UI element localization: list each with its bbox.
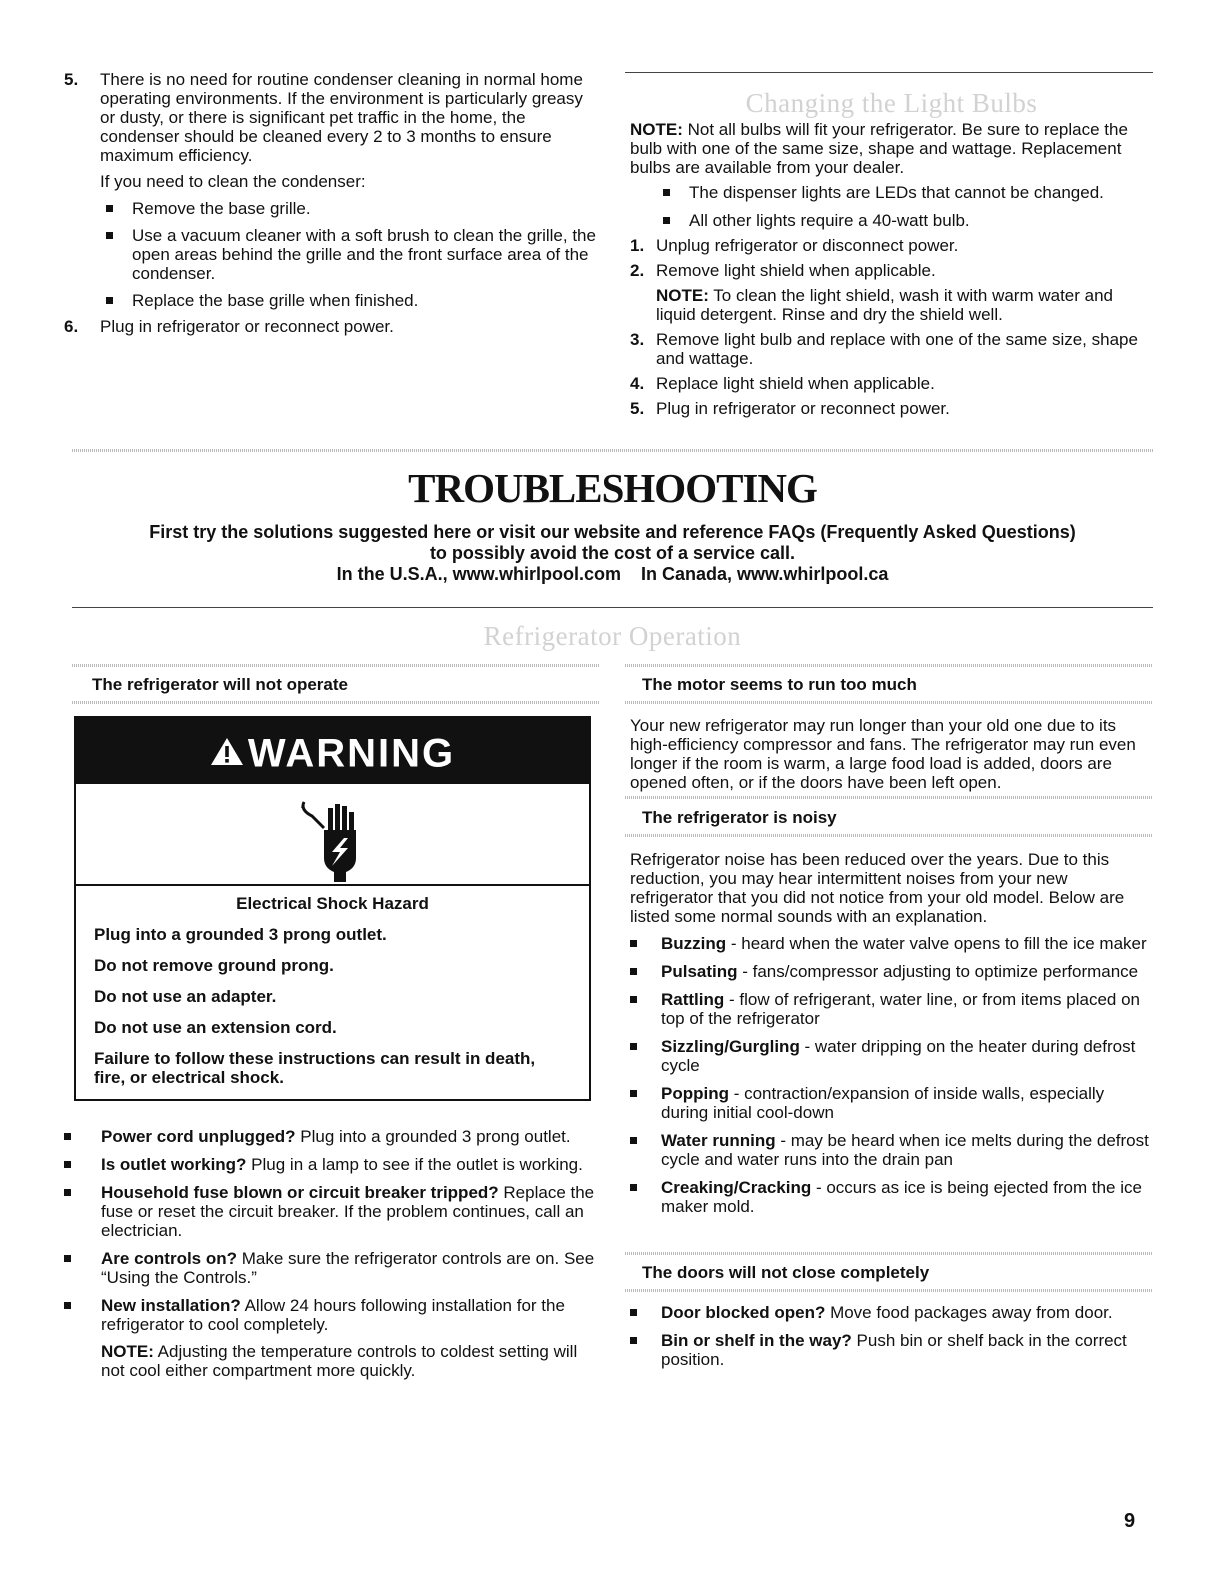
sound-desc: - fans/compressor adjusting to optimize performance (737, 962, 1139, 981)
sound-desc: - contraction/expansion of inside walls, especially during initial cool-down (661, 1084, 1105, 1122)
list-item-text (661, 1084, 1153, 1122)
question: Household fuse blown or circuit breaker tripped? (101, 1183, 499, 1202)
sound-name: Creaking/Cracking (661, 1178, 812, 1197)
doors-list (630, 1303, 1153, 1369)
sound-desc: - heard when the water valve opens to fill the ice maker (726, 934, 1147, 953)
divider (72, 701, 599, 704)
list-item-text (661, 1331, 1153, 1369)
step-number: 5. (64, 70, 79, 89)
question: Door blocked open? (661, 1303, 826, 1322)
sound-name: Pulsating (661, 962, 738, 981)
divider (625, 834, 1153, 837)
page-title: TROUBLESHOOTING (408, 465, 817, 511)
section-heading: Changing the Light Bulbs (745, 88, 1038, 118)
list-item-text: The dispenser lights are LEDs that cannot be changed. (689, 183, 1104, 202)
step-number: 1. (630, 236, 645, 255)
note-paragraph (64, 1342, 599, 1380)
intro-block (60, 522, 1165, 585)
note-label: NOTE: (630, 120, 683, 139)
section-rule (625, 72, 1153, 73)
warning-line: Failure to follow these instructions can result in death, fire, or electrical shock. (94, 1049, 536, 1087)
intro-line: First try the solutions suggested here or visit our website and reference FAQs (Frequently Asked Questions) (149, 522, 1076, 542)
question: Is outlet working? (101, 1155, 247, 1174)
section-heading: Refrigerator Operation (483, 621, 742, 651)
note-text: To clean the light shield, wash it with warm water and liquid detergent. Rinse and dry the shield well. (656, 286, 1113, 324)
list-item-text (661, 1303, 1153, 1322)
warning-box (74, 716, 591, 1101)
list-item (630, 962, 1153, 981)
note-label: NOTE: (101, 1342, 154, 1361)
intro-text: If you need to clean the condenser: (100, 172, 366, 191)
not-operate-list (64, 1127, 599, 1380)
warning-bar (76, 718, 589, 784)
hazard-title: Electrical Shock Hazard (236, 894, 429, 913)
list-item (630, 1303, 1153, 1322)
answer: Replace the fuse or reset the circuit breaker. If the problem continues, call an electrician. (101, 1183, 595, 1240)
answer: Push bin or shelf back in the correct position. (661, 1331, 1127, 1369)
list-item (630, 1131, 1153, 1169)
question: Bin or shelf in the way? (661, 1331, 852, 1350)
warning-line: Do not use an adapter. (94, 987, 277, 1006)
step-number: 6. (64, 317, 79, 336)
motor-text: Your new refrigerator may run longer than your old one due to its high-efficiency compressor and fans. The refrigerator may run even longer if the room is warm, a large food load is added, doors are opened often, or if the doors have been left open. (630, 716, 1136, 792)
step-text: Plug in refrigerator or reconnect power. (100, 317, 394, 336)
sound-desc: - flow of refrigerant, water line, or from items placed on top of the refrigerator (661, 990, 1141, 1028)
question: Are controls on? (101, 1249, 238, 1268)
list-item-text (101, 1183, 599, 1240)
answer: Plug into a grounded 3 prong outlet. (295, 1127, 571, 1146)
list-item-text: Replace the base grille when finished. (132, 291, 419, 310)
subsection-heading: The doors will not close completely (642, 1263, 930, 1282)
step-1 (630, 236, 1153, 255)
note-text: Adjusting the temperature controls to coldest setting will not cool either compartment more quickly. (101, 1342, 578, 1380)
warning-triangle-icon (210, 720, 244, 786)
list-item (630, 1084, 1153, 1122)
section-rule (72, 607, 1153, 608)
divider (625, 664, 1153, 667)
step-text: Plug in refrigerator or reconnect power. (656, 399, 950, 418)
list-item (630, 1331, 1153, 1369)
answer: Allow 24 hours following installation for the refrigerator to cool completely. (101, 1296, 565, 1334)
step-5 (630, 399, 1153, 418)
list-item-text (661, 934, 1153, 953)
step-5 (58, 70, 598, 165)
list-item (100, 291, 598, 310)
sound-name: Rattling (661, 990, 725, 1009)
list-item-text (661, 962, 1153, 981)
step-number: 2. (630, 261, 645, 280)
answer: Make sure the refrigerator controls are on. See “Using the Controls.” (101, 1249, 595, 1287)
warning-line: Plug into a grounded 3 prong outlet. (94, 925, 387, 944)
warning-line: Do not remove ground prong. (94, 956, 334, 975)
step-text: Remove light bulb and replace with one of the same size, shape and wattage. (656, 330, 1138, 368)
noisy-text: Refrigerator noise has been reduced over the years. Due to this reduction, you may hear intermittent noises from your new refrigerator that you did not notice from your old model. Below are listed some normal sounds with an explanation. (630, 850, 1125, 926)
list-item (630, 1178, 1153, 1216)
list-item-text (101, 1127, 599, 1146)
sound-name: Water running (661, 1131, 776, 1150)
question: New installation? (101, 1296, 241, 1315)
divider (625, 701, 1153, 704)
divider (625, 796, 1153, 799)
note-text: Not all bulbs will fit your refrigerator. Be sure to replace the bulb with one of the same size, shape and wattage. Replacement bulbs are available from your dealer. (630, 120, 1128, 177)
list-item-text (661, 1131, 1153, 1169)
list-item (657, 183, 1153, 202)
warning-label: WARNING (247, 731, 456, 776)
list-item-text (661, 990, 1153, 1028)
divider (625, 1289, 1153, 1292)
list-item-text: Remove the base grille. (132, 199, 311, 218)
list-item (64, 1155, 599, 1174)
list-item (100, 199, 598, 218)
step-number: 5. (630, 399, 645, 418)
warning-line: Do not use an extension cord. (94, 1018, 337, 1037)
answer: Plug in a lamp to see if the outlet is working. (246, 1155, 583, 1174)
list-item (64, 1296, 599, 1334)
list-item-text (101, 1249, 599, 1287)
sound-desc: - may be heard when ice melts during the defrost cycle and water runs into the drain pan (661, 1131, 1149, 1169)
step-text: There is no need for routine condenser cleaning in normal home operating environments. If the environment is particularly greasy or dusty, or there is significant pet traffic in the home, the condenser should be cleaned every 2 to 3 months to ensure maximum efficiency. (100, 70, 583, 165)
sound-desc: - water dripping on the heater during defrost cycle (661, 1037, 1136, 1075)
divider (72, 449, 1153, 452)
step-note (656, 286, 1153, 324)
sound-name: Popping (661, 1084, 729, 1103)
note-paragraph (630, 120, 1153, 177)
step-number: 4. (630, 374, 645, 393)
sound-name: Sizzling/Gurgling (661, 1037, 800, 1056)
electrical-shock-icon (298, 867, 368, 886)
answer: Move food packages away from door. (825, 1303, 1113, 1322)
list-item-text (661, 1037, 1153, 1075)
noisy-section (630, 850, 1153, 1216)
list-item-text: Use a vacuum cleaner with a soft brush to clean the grille, the open areas behind the grille and the front surface area of the condenser. (132, 226, 596, 283)
list-item-text (101, 1155, 599, 1174)
list-item (630, 934, 1153, 953)
step-text: Unplug refrigerator or disconnect power. (656, 236, 959, 255)
step-number: 3. (630, 330, 645, 349)
divider (72, 664, 599, 667)
list-item (100, 226, 598, 283)
list-item (657, 211, 1153, 230)
intro-line: to possibly avoid the cost of a service call. (429, 543, 796, 563)
sound-name: Buzzing (661, 934, 727, 953)
intro-line: In the U.S.A., www.whirlpool.com In Canada, www.whirlpool.ca (336, 564, 889, 584)
subsection-heading: The refrigerator is noisy (642, 808, 837, 827)
step-text: Replace light shield when applicable. (656, 374, 935, 393)
list-item-text (661, 1178, 1153, 1216)
list-item (630, 1037, 1153, 1075)
page-number: 9 (1124, 1510, 1136, 1532)
step-6 (58, 317, 598, 336)
list-item (630, 990, 1153, 1028)
note-label: NOTE: (656, 286, 709, 305)
list-item-text (101, 1296, 599, 1334)
condenser-section (58, 70, 598, 336)
question: Power cord unplugged? (101, 1127, 296, 1146)
list-item (64, 1127, 599, 1146)
step-3 (630, 330, 1153, 368)
step-text: Remove light shield when applicable. (656, 261, 936, 280)
list-item (64, 1249, 599, 1287)
warning-image-area (76, 784, 589, 886)
sound-desc: - occurs as ice is being ejected from the ice maker mold. (661, 1178, 1142, 1216)
step-4 (630, 374, 1153, 393)
light-bulbs-section (630, 86, 1153, 418)
warning-text (76, 886, 589, 1087)
list-item (64, 1183, 599, 1240)
step-2 (630, 261, 1153, 324)
subsection-heading: The motor seems to run too much (642, 675, 917, 694)
divider (625, 1252, 1153, 1255)
subsection-heading: The refrigerator will not operate (92, 675, 348, 694)
list-item-text: All other lights require a 40-watt bulb. (689, 211, 970, 230)
